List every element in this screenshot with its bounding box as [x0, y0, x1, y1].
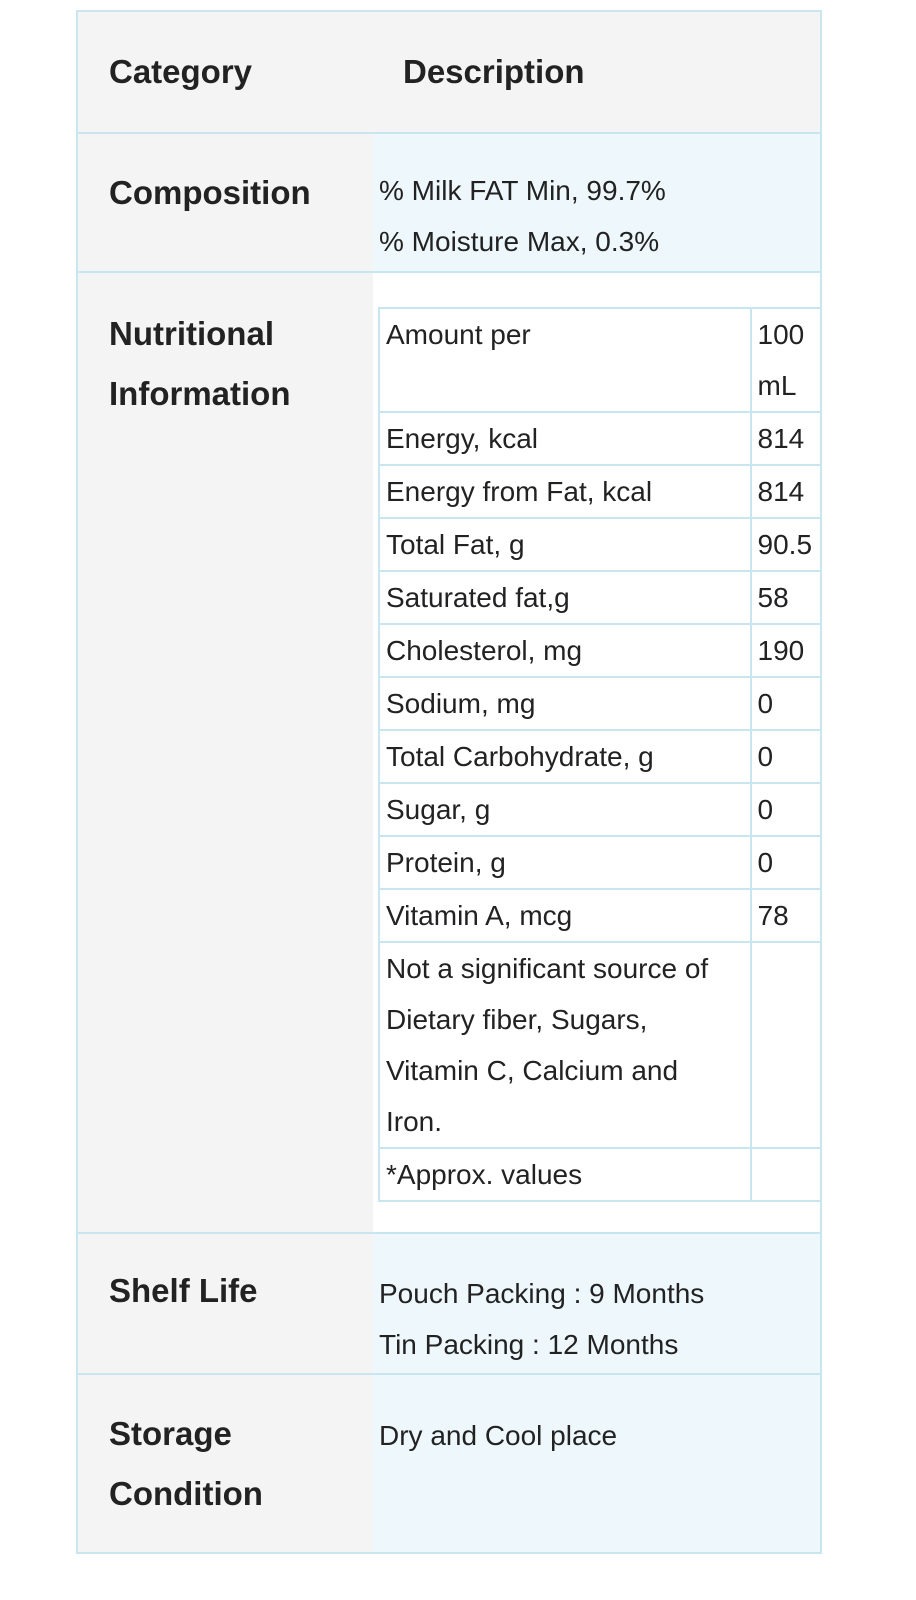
note-line: Iron.	[386, 1106, 443, 1137]
nutrient-value: 78	[751, 889, 821, 942]
nutrient-label: Saturated fat,g	[379, 571, 751, 624]
shelf-life-label: Shelf Life	[109, 1272, 258, 1309]
table-row	[379, 518, 821, 571]
shelf-life-category	[78, 1234, 373, 1373]
nutrition-label-line2: Information	[109, 375, 291, 412]
table-header-row	[78, 12, 820, 134]
amount-per-value-line1: 100	[757, 319, 805, 350]
moisture-line: % Moisture Max, 0.3%	[379, 226, 660, 257]
shelf-life-row	[78, 1234, 820, 1375]
table-row	[379, 942, 821, 1148]
nutrient-value: 0	[751, 836, 821, 889]
table-row	[379, 677, 821, 730]
nutrient-label: Sodium, mg	[379, 677, 751, 730]
table-row	[379, 836, 821, 889]
table-row	[379, 571, 821, 624]
table-row	[379, 889, 821, 942]
nutrient-label: Total Carbohydrate, g	[379, 730, 751, 783]
amount-per-label: Amount per	[379, 308, 751, 412]
table-row	[379, 730, 821, 783]
composition-category	[78, 134, 373, 271]
table-row	[379, 465, 821, 518]
tin-packing-line: Tin Packing : 12 Months	[379, 1329, 679, 1360]
amount-per-value	[751, 308, 821, 412]
description-column-header	[373, 12, 820, 132]
pouch-packing-line: Pouch Packing : 9 Months	[379, 1278, 705, 1309]
product-spec-table	[76, 10, 822, 1554]
storage-row	[78, 1375, 820, 1552]
category-header-label: Category	[109, 53, 253, 90]
table-row	[379, 1148, 821, 1201]
nutrient-label: Energy from Fat, kcal	[379, 465, 751, 518]
nutrient-value: 190	[751, 624, 821, 677]
table-row	[379, 308, 821, 412]
nutrient-value: 0	[751, 783, 821, 836]
table-row	[379, 783, 821, 836]
note-line: Not a significant source of	[386, 953, 709, 984]
description-header-label: Description	[403, 53, 585, 90]
nutrient-label: Vitamin A, mcg	[379, 889, 751, 942]
nutrient-value: 0	[751, 730, 821, 783]
shelf-life-description	[373, 1234, 820, 1373]
table-row	[379, 412, 821, 465]
composition-description	[373, 134, 820, 271]
empty-cell	[751, 942, 821, 1148]
note-line: Dietary fiber, Sugars,	[386, 1004, 648, 1035]
nutrient-value: 58	[751, 571, 821, 624]
nutrient-label: Energy, kcal	[379, 412, 751, 465]
composition-row	[78, 134, 820, 273]
amount-per-value-line2: mL	[757, 370, 797, 401]
approx-values-note: *Approx. values	[379, 1148, 751, 1201]
note-line: Vitamin C, Calcium and	[386, 1055, 679, 1086]
nutrient-value: 0	[751, 677, 821, 730]
nutrient-label: Protein, g	[379, 836, 751, 889]
nutrient-label: Cholesterol, mg	[379, 624, 751, 677]
table-row	[379, 624, 821, 677]
storage-category	[78, 1375, 373, 1552]
nutrient-value: 90.5	[751, 518, 821, 571]
storage-description	[373, 1375, 820, 1552]
nutrient-value: 814	[751, 465, 821, 518]
storage-value: Dry and Cool place	[379, 1420, 618, 1451]
not-significant-note	[379, 942, 751, 1148]
composition-label: Composition	[109, 174, 311, 211]
nutrition-row	[78, 273, 820, 1234]
nutrient-label: Total Fat, g	[379, 518, 751, 571]
nutrition-label-line1: Nutritional	[109, 315, 274, 352]
nutrient-label: Sugar, g	[379, 783, 751, 836]
storage-label-line2: Condition	[109, 1475, 263, 1512]
storage-label-line1: Storage	[109, 1415, 232, 1452]
nutrition-category	[78, 273, 373, 1232]
milk-fat-line: % Milk FAT Min, 99.7%	[379, 175, 666, 206]
nutrition-facts-table	[378, 307, 822, 1202]
category-column-header	[78, 12, 373, 132]
empty-cell	[751, 1148, 821, 1201]
nutrient-value: 814	[751, 412, 821, 465]
